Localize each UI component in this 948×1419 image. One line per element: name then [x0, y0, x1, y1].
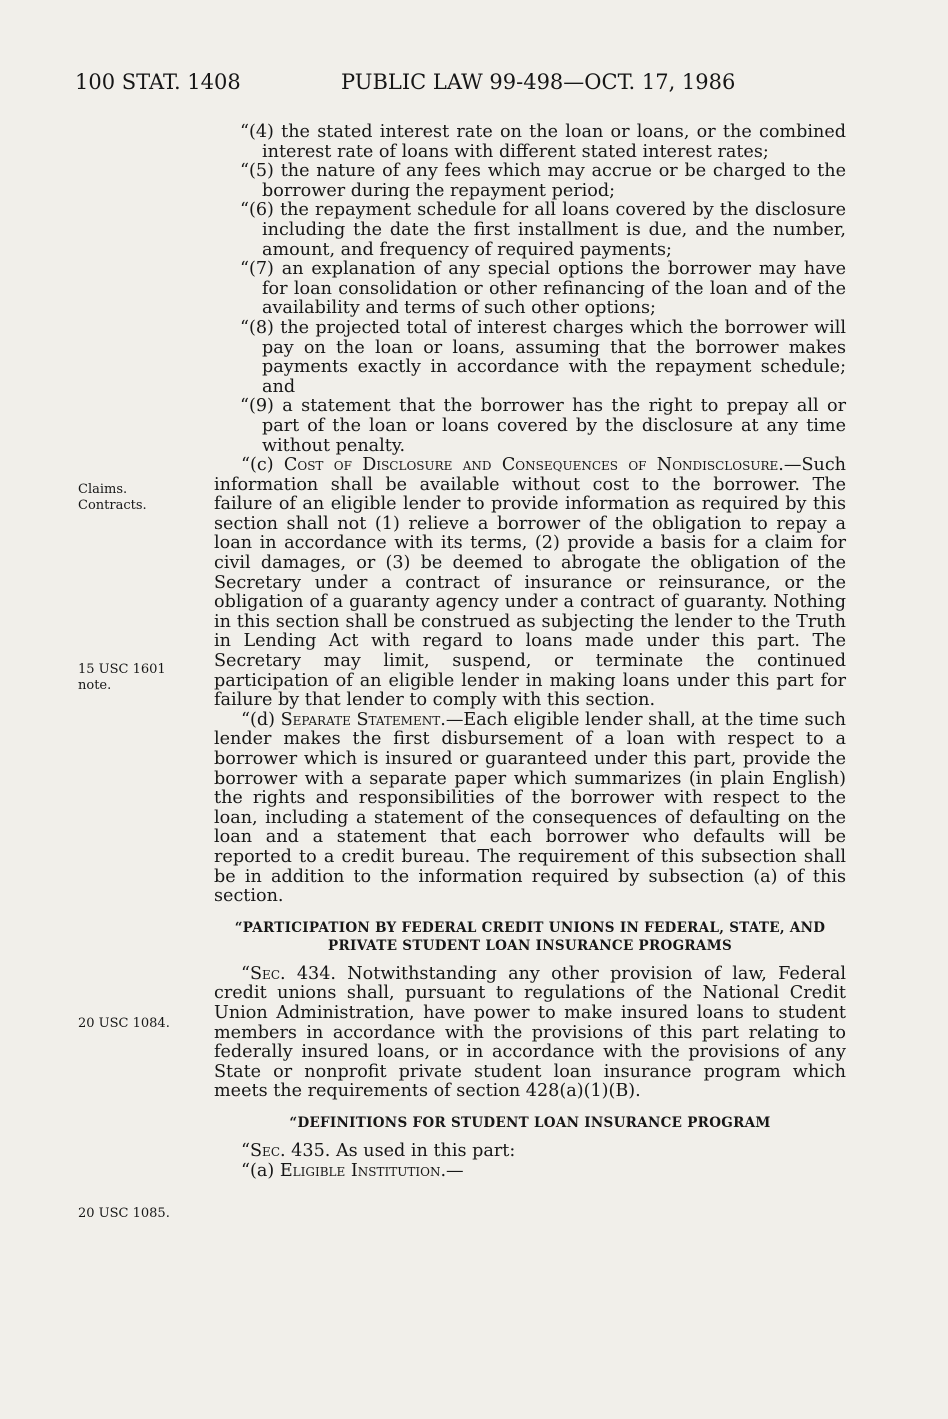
subsection-d-text: —Each eligible lender shall, at the time such lender makes the first disbursement of a loan with respect to a borrower which is insured or guaranteed under this part, provide the borrower with a separate paper which summarizes (in plain English) the rights and responsibilities of the borrower with respect to the loan, including a statement of the consequences of defaulting on the loan and a statement that each borrower who defaults will be reported to a credit bureau. The requirement of this subsection shall be in addition to the information required by subsection (a) of this section.: [214, 709, 846, 907]
margin-note-line: 20 USC 1085.: [78, 1206, 170, 1221]
margin-note-line: 15 USC 1601: [78, 662, 166, 677]
page-number: 100 STAT. 1408: [75, 70, 241, 94]
section-435-prefix: “: [241, 1140, 250, 1161]
margin-note-line: 20 USC 1084.: [78, 1016, 170, 1031]
subsection-a: [214, 1162, 846, 1182]
body-text: [214, 123, 846, 1181]
subsection-c-text: —Such information shall be available without cost to the borrower. The failure of an eligible lender to provide information as required by this section shall not (1) relieve a borrower of the obligation to repay a loan in accordance with its terms, (2) provide a basis for a claim for civil damages, or (3) be deemed to abrogate the obligation of the Secretary under a contract of insurance or reinsurance, or the obligation of a guaranty agency under a contract of guaranty. Nothing in this section shall be construed as subjecting the lender to the Truth in Lending Act with regard to loans made under this part. The Secretary may limit, suspend, or terminate the continued participation of an eligible lender in making loans under this part for failure by that lender to comply with this section.: [214, 455, 847, 711]
list-item-7: “(7) an explanation of any special options the borrower may have for loan consolidation or other refinancing of the loan and of the availability and terms of such other options;: [240, 259, 846, 319]
margin-note-15usc1601: [78, 662, 166, 694]
subsection-d-title: Separate Statement.: [280, 709, 446, 730]
subsection-c-prefix: “(c): [241, 455, 284, 476]
list-item-8: “(8) the projected total of interest charges which the borrower will pay on the loan or loans, assuming that the borrower makes payments exactly in accordance with the repayment schedule; and: [240, 317, 846, 397]
subsection-a-prefix: “(a): [241, 1160, 280, 1181]
section-heading-434: “PARTICIPATION BY FEDERAL CREDIT UNIONS IN FEDERAL, STATE, AND PRIVATE STUDENT LOAN INSURANCE PROGRAMS: [234, 919, 826, 954]
margin-note-claims: [78, 482, 147, 514]
subsection-d: [214, 711, 846, 907]
margin-note-line: Contracts.: [78, 498, 147, 513]
section-434-text: . 434. Notwithstanding any other provision of law, Federal credit unions shall, pursuant to regulations of the National Credit Union Administration, have power to make insured loans to student members in accordance with the provisions of this part relating to federally insured loans, or in accordance with the provisions of any State or nonprofit private student loan insurance program which meets the requirements of section 428(a)(1)(B).: [214, 963, 846, 1102]
subsection-d-prefix: “(d): [241, 709, 281, 730]
margin-note-20usc1084: [78, 1016, 170, 1032]
list-item-9: “(9) a statement that the borrower has the right to prepay all or part of the loan or loans covered by the disclosure at any time without penalty.: [240, 396, 846, 456]
section-434-prefix: “: [241, 963, 250, 984]
subsection-a-title: Eligible Institution.: [279, 1160, 447, 1181]
subsection-c-title: Cost of Disclosure and Consequences of Nondisclosure.: [283, 455, 784, 476]
section-434: [214, 965, 846, 1102]
margin-note-line: Claims.: [78, 482, 128, 497]
subsection-a-text: —: [446, 1160, 464, 1181]
section-435-text: . 435. As used in this part:: [280, 1140, 516, 1161]
list-item-6: “(6) the repayment schedule for all loans covered by the disclosure including the date the first installment is due, and the number, amount, and frequency of required payments;: [240, 200, 846, 260]
section-heading-435: “DEFINITIONS FOR STUDENT LOAN INSURANCE PROGRAM: [289, 1114, 771, 1131]
section-434-label: Sec: [250, 963, 280, 984]
subsection-c: [214, 456, 846, 711]
margin-note-line: note.: [78, 678, 112, 693]
section-435-label: Sec: [250, 1140, 280, 1161]
margin-note-20usc1085: [78, 1206, 170, 1222]
law-title: PUBLIC LAW 99-498—OCT. 17, 1986: [341, 70, 736, 94]
list-item-5: “(5) the nature of any fees which may accrue or be charged to the borrower during the repayment period;: [240, 161, 846, 201]
list-item-4: “(4) the stated interest rate on the loan or loans, or the combined interest rate of loans with different stated interest rates;: [240, 122, 846, 162]
section-435: [214, 1142, 846, 1162]
